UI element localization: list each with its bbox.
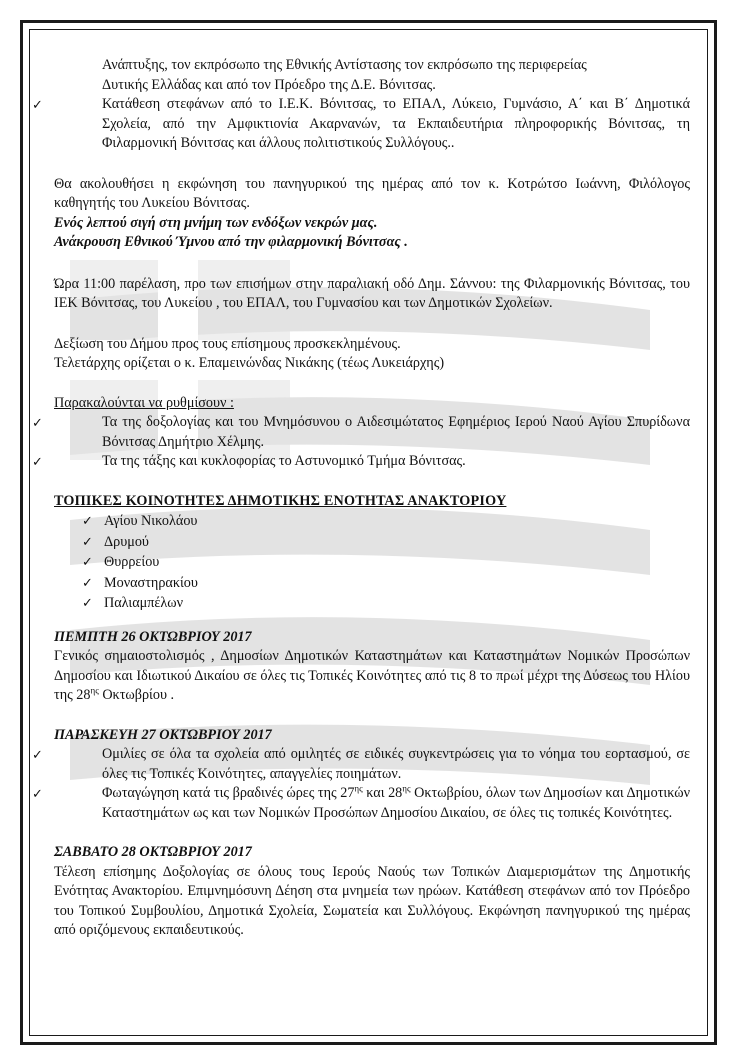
check-icon: ✓ bbox=[82, 595, 93, 610]
thursday-text-b: Οκτωβρίου . bbox=[98, 687, 175, 703]
communities-heading: ΤΟΠΙΚΕΣ ΚΟΙΝΟΤΗΤΕΣ ΔΗΜΟΤΙΚΗΣ ΕΝΟΤΗΤΑΣ ΑΝΑΚΤΟΡΙΟΥ bbox=[54, 492, 507, 509]
list-item bbox=[54, 593, 690, 614]
arrange-heading: Παρακαλούνται να ρυθμίσουν : bbox=[54, 394, 234, 411]
speech-paragraph: Θα ακολουθήσει η εκφώνηση του πανηγυρικού της ημέρας από τον κ. Κοτρώτσο Ιωάννη, Φιλόλογος καθηγητής του Λυκείου Βόνιτσας. bbox=[54, 175, 690, 211]
friday-item-text bbox=[102, 784, 690, 823]
thursday-heading: ΠΕΜΠΤΗ 26 ΟΚΤΩΒΡΙΟΥ 2017 bbox=[54, 628, 252, 645]
representatives-text bbox=[54, 56, 690, 95]
arrange-item bbox=[32, 413, 690, 452]
check-icon: ✓ bbox=[32, 97, 43, 112]
friday-item-text: Ομιλίες σε όλα τα σχολεία από ομιλητές σε ειδικές συγκεντρώσεις για το νόημα του εορτασμού, σε όλες τις Τοπικές Κοινότητες, απαγγελίες ποιημάτων. bbox=[102, 746, 690, 782]
text-line: Ανάπτυξης, τον εκπρόσωπο της Εθνικής Αντίστασης τον εκπρόσωπο της περιφερείας bbox=[102, 57, 587, 73]
parade-paragraph: Ώρα 11:00 παρέλαση, προ των επισήμων στην παραλιακή οδό Δημ. Σάννου: της Φιλαρμονικής Βόνιτσας, του ΙΕΚ Βόνιτσας, του Λυκείου , του ΕΠΑΛ, του Γυμνασίου και των Δημοτικών Σχολείων. bbox=[54, 275, 690, 311]
wreath-item bbox=[32, 95, 690, 154]
community-name: Θυρρείου bbox=[104, 554, 160, 570]
list-item bbox=[54, 511, 690, 532]
friday-item bbox=[32, 745, 690, 784]
host-line: Τελετάρχης ορίζεται ο κ. Επαμεινώνδας Νικάκης (τέως Λυκειάρχης) bbox=[54, 355, 445, 371]
communities-list bbox=[54, 511, 690, 614]
friday-item2-c: Οκτωβρίου, όλων των Δημοσίων και Δημοτικών Καταστημάτων ως και των Νομικών Προσώπων Δημοσίου Δικαίου, σε όλες τις τοπικές Κοινότητες. bbox=[102, 785, 690, 821]
ordinal-suffix: ης bbox=[402, 783, 411, 794]
check-icon: ✓ bbox=[32, 786, 43, 801]
reception-line: Δεξίωση του Δήμου προς τους επίσημους προσκεκλημένους. bbox=[54, 335, 401, 352]
anthem-line: Ανάκρουση Εθνικού Ύμνου από την φιλαρμονική Βόνιτσας . bbox=[54, 234, 408, 250]
list-item bbox=[54, 532, 690, 553]
arrange-text: Τα της τάξης και κυκλοφορίας το Αστυνομικό Τμήμα Βόνιτσας. bbox=[102, 453, 466, 469]
list-item bbox=[54, 552, 690, 573]
friday-heading: ΠΑΡΑΣΚΕΥΗ 27 ΟΚΤΩΒΡΙΟΥ 2017 bbox=[54, 726, 272, 743]
ordinal-suffix: ης bbox=[354, 783, 363, 794]
friday-item2-a: Φωταγώγηση κατά τις βραδινές ώρες της 27 bbox=[102, 785, 355, 801]
community-name: Δρυμού bbox=[104, 533, 149, 550]
check-icon: ✓ bbox=[82, 554, 93, 569]
check-icon: ✓ bbox=[82, 574, 93, 590]
friday-item bbox=[32, 783, 690, 823]
check-icon: ✓ bbox=[32, 415, 43, 430]
check-icon: ✓ bbox=[82, 513, 93, 528]
check-icon: ✓ bbox=[82, 533, 93, 549]
community-name: Αγίου Νικολάου bbox=[104, 513, 198, 529]
arrange-text: Τα της δοξολογίας και του Μνημόσυνου ο Αιδεσιμώτατος Εφημέριος Ιερού Ναού Αγίου Σπυρίδωνα Βόνιτσας Δημήτριο Χέλμης. bbox=[102, 414, 690, 450]
thursday-text-a: Γενικός σημαιοστολισμός , Δημοσίων Δημοτικών Καταστημάτων και Καταστημάτων Νομικών Προσώπων Δημοσίου και Ιδιωτικού Δικαίου σε όλες τις Τοπικές Κοινότητες από τις 8 το πρωί μέχρι της Δύσεως του Ηλίου της 28 bbox=[54, 648, 690, 703]
document-body bbox=[32, 56, 690, 941]
saturday-heading: ΣΑΒΒΑΤΟ 28 ΟΚΤΩΒΡΙΟΥ 2017 bbox=[54, 844, 252, 860]
arrange-item bbox=[32, 452, 690, 472]
friday-item2-b: και 28 bbox=[362, 785, 403, 801]
check-icon: ✓ bbox=[32, 454, 43, 469]
check-icon: ✓ bbox=[32, 747, 43, 762]
community-name: Μοναστηρακίου bbox=[104, 574, 198, 591]
wreath-text: Κατάθεση στεφάνων από το Ι.Ε.Κ. Βόνιτσας, το ΕΠΑΛ, Λύκειο, Γυμνάσιο, Α΄ και Β΄ Δημοτικά Σχολεία, από την Αμφικτιονία Ακαρνανών, τα Εκπαιδευτήρια πληροφορικής Βόνιτσας, τη Φιλαρμονική Βόνιτσας και άλλους πολιτιστικούς Συλλόγους.. bbox=[102, 96, 690, 151]
thursday-text bbox=[54, 647, 690, 706]
community-name: Παλιαμπέλων bbox=[104, 595, 183, 611]
saturday-text: Τέλεση επίσημης Δοξολογίας σε όλους τους Ιερούς Ναούς των Τοπικών Διαμερισμάτων της Δημοτικής Ενότητας Ανακτορίου. Επιμνημόσυνη Δέηση στα μνημεία των ηρώων. Κατάθεση στεφάνων από τον Πρόεδρο του Τοπικού Συμβουλίου, Δημοτικά Σχολεία, Σωματεία και Συλλόγους. Εκφώνηση πανηγυρικού της ημέρας από οριζόμενους εκπαιδευτικούς. bbox=[54, 863, 690, 938]
text-line: Δυτικής Ελλάδας και από τον Πρόεδρο της Δ.Ε. Βόνιτσας. bbox=[102, 76, 436, 93]
silence-line: Ενός λεπτού σιγή στη μνήμη των ενδόξων νεκρών μας. bbox=[54, 214, 378, 231]
ordinal-suffix: ης bbox=[90, 685, 99, 696]
list-item bbox=[54, 573, 690, 594]
